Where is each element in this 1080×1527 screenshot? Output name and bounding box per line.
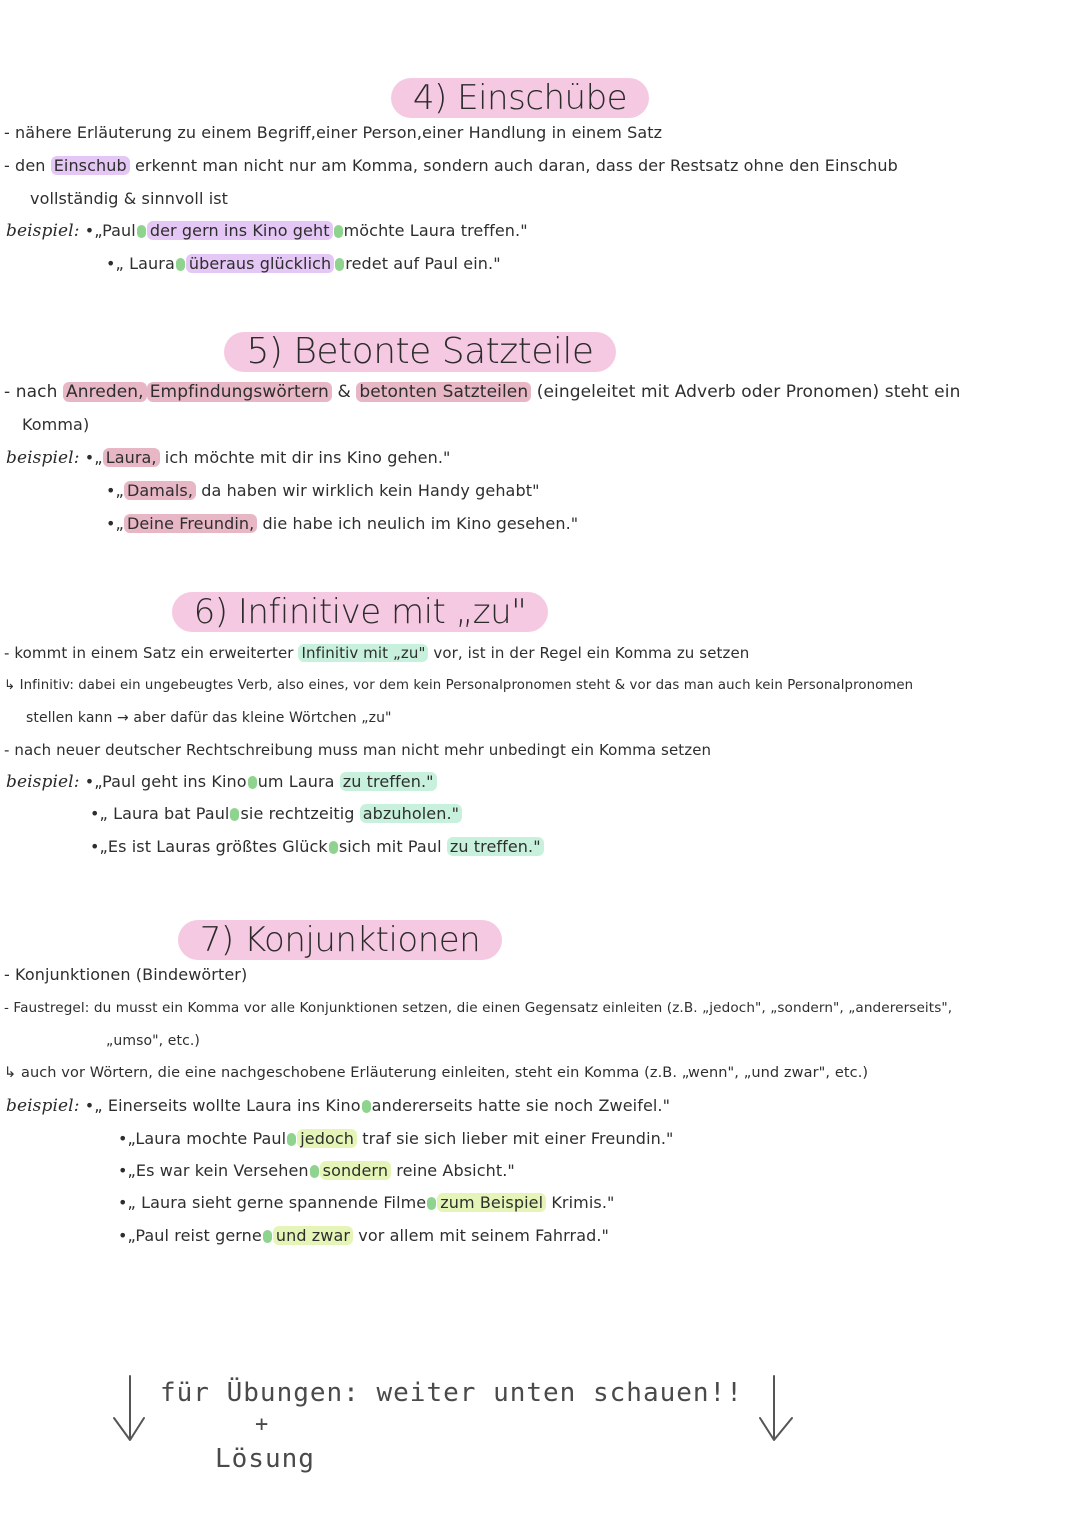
s5-example-label: beispiel: [6, 448, 80, 468]
s7-e5-highlight: und zwar [273, 1226, 353, 1245]
s4-line-2-end: erkennt man nicht nur am Komma, sondern auch daran, dass der Restsatz ohne den Einschub [129, 156, 898, 175]
comma-dot [362, 1100, 371, 1113]
s5-e2-highlight: Damals, [124, 481, 196, 500]
s6-e2-start: •„ Laura bat Paul [90, 804, 230, 823]
s5-e1-highlight: Laura, [103, 448, 160, 467]
section-7-heading [0, 920, 880, 960]
section-5-heading [0, 332, 960, 372]
s7-example-5 [118, 1225, 609, 1247]
s6-example-3 [90, 836, 544, 858]
s5-example-2 [106, 480, 540, 502]
s5-e1-start: •„ [84, 448, 103, 467]
s4-line-3: vollständig & sinnvoll ist [30, 189, 229, 208]
s5-e1-end: ich möchte mit dir ins Kino gehen." [159, 448, 451, 467]
section-7-title: 7) Konjunktionen [178, 920, 503, 960]
s7-example-4 [118, 1192, 614, 1214]
s5-line-1 [4, 381, 960, 403]
s6-e1-highlight: zu treffen." [340, 772, 437, 791]
s5-e3-start: •„ [106, 514, 124, 533]
s7-line-4: ↳ auch vor Wörtern, die eine nachgeschobene Erläuterung einleiten, steht ein Komma (z.B. „wenn", „und zwar", etc.) [4, 1065, 869, 1081]
comma-dot [427, 1197, 436, 1210]
comma-dot [329, 841, 338, 854]
s6-e3-highlight: zu treffen." [447, 837, 544, 856]
s4-e2-end: redet auf Paul ein." [345, 254, 501, 273]
s7-e3-highlight: sondern [320, 1161, 391, 1180]
s7-e4-highlight: zum Beispiel [437, 1193, 546, 1212]
s5-e3-end: die habe ich neulich im Kino gesehen." [257, 514, 579, 533]
s7-e3-start: •„Es war kein Versehen [118, 1161, 309, 1180]
down-arrow-icon [108, 1372, 148, 1446]
s4-e1-end: möchte Laura treffen." [343, 221, 528, 240]
s7-example-3 [118, 1160, 515, 1182]
s7-e4-end: Krimis." [546, 1193, 615, 1212]
s7-e5-end: vor allem mit seinem Fahrrad." [353, 1226, 610, 1245]
s4-einschub-highlight: Einschub [51, 156, 130, 175]
comma-dot [248, 776, 257, 789]
comma-dot [263, 1230, 272, 1243]
s6-line-1 [4, 642, 749, 664]
s7-e5-start: •„Paul reist gerne [118, 1226, 262, 1245]
footer-line-1: für Übungen: weiter unten schauen!! [160, 1378, 743, 1408]
s6-e3-mid: sich mit Paul [338, 837, 447, 856]
s4-e1-insert: der gern ins Kino geht [147, 221, 333, 240]
s5-example-1 [6, 447, 450, 469]
s7-example-1 [6, 1095, 670, 1117]
s5-betont-highlight: betonten Satzteilen [356, 382, 531, 402]
section-6-title: 6) Infinitive mit „zu" [172, 592, 549, 632]
comma-dot [335, 258, 344, 271]
s7-line-1: - Konjunktionen (Bindewörter) [4, 965, 248, 984]
s6-e2-mid: sie rechtzeitig [240, 804, 360, 823]
s7-e2-end: traf sie sich lieber mit einer Freundin." [357, 1129, 674, 1148]
s5-l1-amp: & [331, 382, 357, 402]
s4-example-label: beispiel: [6, 221, 80, 241]
footer-plus: + [255, 1412, 270, 1437]
s7-e1-end: andererseits hatte sie noch Zweifel." [371, 1096, 671, 1115]
s5-e2-end: da haben wir wirklich kein Handy gehabt" [196, 481, 540, 500]
s6-example-label: beispiel: [6, 772, 80, 792]
s6-line-2: ↳ Infinitiv: dabei ein ungebeugtes Verb, also eines, vor dem kein Personalpronomen steht & vor das man auch kein Personalpronomen [4, 678, 914, 693]
footer-line-2: Lösung [215, 1444, 315, 1474]
s5-example-3 [106, 513, 578, 535]
s6-line-3: stellen kann → aber dafür das kleine Wörtchen „zu" [26, 710, 392, 726]
s7-line-3: „umso", etc.) [106, 1033, 200, 1049]
comma-dot [230, 808, 239, 821]
s5-e3-highlight: Deine Freundin, [124, 514, 257, 533]
s7-line-2: - Faustregel: du musst ein Komma vor alle Konjunktionen setzen, die einen Gegensatz einleiten (z.B. „jedoch", „sondern", „andererseits", [4, 1000, 953, 1016]
comma-dot [334, 225, 343, 238]
s7-example-2 [118, 1128, 674, 1150]
s6-e3-start: •„Es ist Lauras größtes Glück [90, 837, 328, 856]
s5-l1-end: (eingeleitet mit Adverb oder Pronomen) steht ein [531, 382, 961, 402]
comma-dot [310, 1165, 319, 1178]
s4-line-1: - nähere Erläuterung zu einem Begriff,einer Person,einer Handlung in einem Satz [4, 123, 663, 142]
s6-example-1 [6, 771, 437, 793]
s7-e3-end: reine Absicht." [391, 1161, 515, 1180]
comma-dot [137, 225, 146, 238]
s4-line-2-start: - den [4, 156, 51, 175]
comma-dot [176, 258, 185, 271]
section-6-heading [0, 592, 900, 632]
s6-e1-mid: um Laura [257, 772, 340, 791]
section-4-title: 4) Einschübe [391, 78, 649, 118]
s7-e2-highlight: jedoch [297, 1129, 357, 1148]
comma-dot [287, 1133, 296, 1146]
s7-example-label: beispiel: [6, 1096, 80, 1116]
s6-l1-start: - kommt in einem Satz ein erweiterter [4, 644, 299, 662]
s5-e2-start: •„ [106, 481, 124, 500]
s4-e1-start: •„Paul [84, 221, 136, 240]
s5-anreden-highlight: Anreden, [63, 382, 147, 402]
s4-e2-insert: überaus glücklich [186, 254, 334, 273]
s6-e2-highlight: abzuholen." [360, 804, 462, 823]
s7-e4-start: •„ Laura sieht gerne spannende Filme [118, 1193, 427, 1212]
s4-example-2 [106, 253, 501, 275]
s7-e1-start: •„ Einerseits wollte Laura ins Kino [84, 1096, 361, 1115]
down-arrow-icon [754, 1372, 798, 1446]
s6-e1-start: •„Paul geht ins Kino [84, 772, 247, 791]
s6-example-2 [90, 803, 462, 825]
section-5-title: 5) Betonte Satzteile [224, 332, 615, 372]
s6-line-4: - nach neuer deutscher Rechtschreibung muss man nicht mehr unbedingt ein Komma setzen [4, 741, 712, 759]
s4-line-2 [4, 155, 898, 177]
s4-example-1 [6, 220, 528, 242]
s4-e2-start: •„ Laura [106, 254, 175, 273]
s5-l1-start: - nach [4, 382, 63, 402]
s5-line-2: Komma) [22, 415, 90, 434]
s7-e2-start: •„Laura mochte Paul [118, 1129, 287, 1148]
s6-l1-end: vor, ist in der Regel ein Komma zu setzen [428, 644, 750, 662]
section-4-heading [0, 78, 1060, 118]
s5-empfindung-highlight: Empfindungswörtern [147, 382, 332, 402]
s6-infinitiv-highlight: Infinitiv mit „zu" [298, 644, 428, 662]
